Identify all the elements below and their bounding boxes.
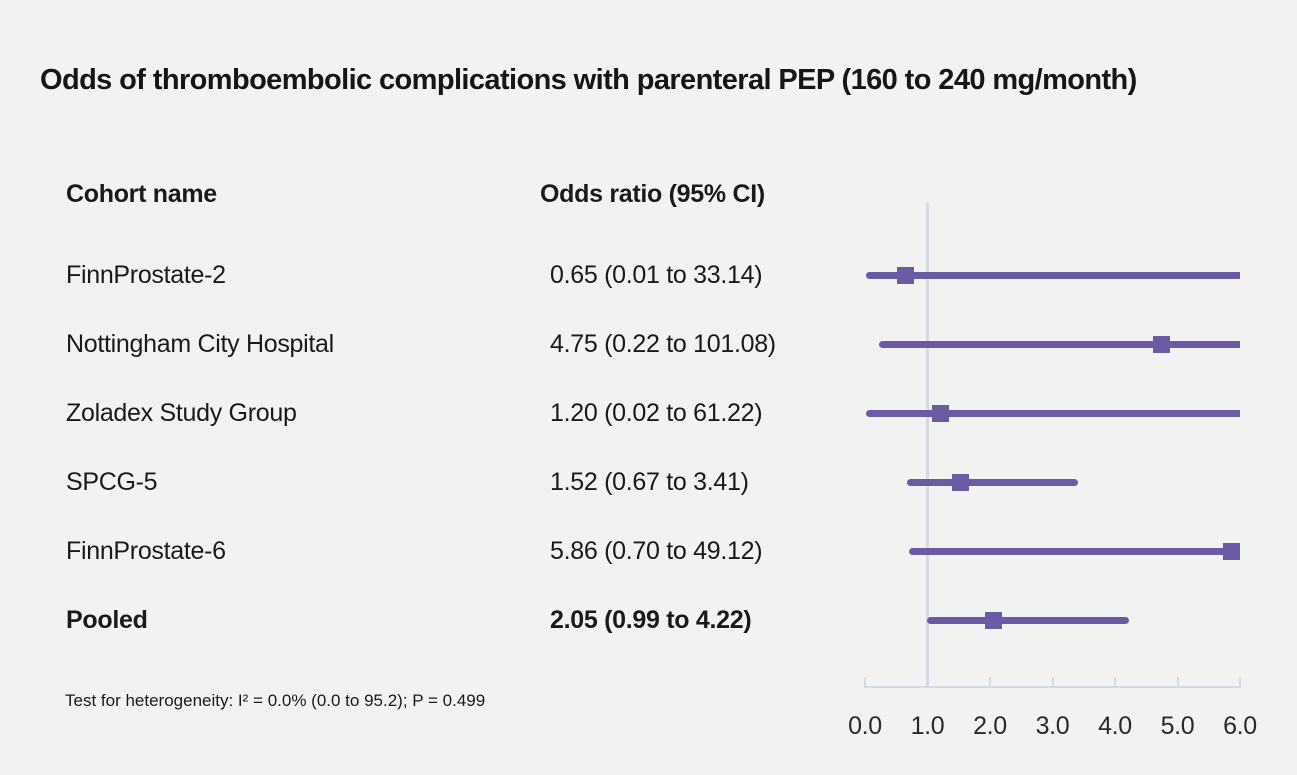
x-axis-tick-label: 4.0 <box>1098 712 1132 740</box>
odds-ratio-marker <box>897 267 914 284</box>
x-axis-tick <box>989 677 991 686</box>
cohort-label: Zoladex Study Group <box>66 399 297 427</box>
x-axis-tick <box>1052 677 1054 686</box>
cohort-label: Pooled <box>66 606 148 634</box>
confidence-interval-line <box>866 272 1240 279</box>
odds-ratio-marker <box>952 474 969 491</box>
x-axis-baseline <box>864 686 1241 688</box>
cohort-label: SPCG-5 <box>66 468 158 496</box>
confidence-interval-line <box>909 548 1240 555</box>
column-header-odds-ratio: Odds ratio (95% CI) <box>540 180 765 208</box>
odds-ratio-marker <box>1223 543 1240 560</box>
cohort-label: FinnProstate-6 <box>66 537 226 565</box>
odds-ratio-marker <box>932 405 949 422</box>
x-axis-tick-label: 1.0 <box>910 712 945 740</box>
x-axis-tick-label: 3.0 <box>1035 712 1070 740</box>
x-axis-tick <box>864 677 866 686</box>
odds-ratio-value: 1.52 (0.67 to 3.41) <box>550 468 749 496</box>
confidence-interval-line <box>879 341 1240 348</box>
odds-ratio-marker <box>1153 336 1170 353</box>
heterogeneity-footnote: Test for heterogeneity: I² = 0.0% (0.0 to 95.2); P = 0.499 <box>65 691 486 710</box>
x-axis-tick <box>1177 677 1179 686</box>
odds-ratio-value: 2.05 (0.99 to 4.22) <box>550 606 752 634</box>
column-header-cohort-name: Cohort name <box>66 180 217 208</box>
chart-title: Odds of thromboembolic complications with parenteral PEP (160 to 240 mg/month) <box>40 64 1137 96</box>
cohort-label: Nottingham City Hospital <box>66 330 334 358</box>
odds-ratio-marker <box>985 612 1002 629</box>
cohort-label: FinnProstate-2 <box>66 261 226 289</box>
confidence-interval-line <box>907 479 1078 486</box>
odds-ratio-value: 5.86 (0.70 to 49.12) <box>550 537 763 565</box>
x-axis-tick-label: 0.0 <box>848 712 882 740</box>
x-axis-tick-label: 2.0 <box>973 712 1007 740</box>
odds-ratio-value: 1.20 (0.02 to 61.22) <box>550 399 763 427</box>
odds-ratio-value: 4.75 (0.22 to 101.08) <box>550 330 776 358</box>
x-axis-tick <box>1239 677 1241 686</box>
confidence-interval-line <box>927 617 1129 624</box>
x-axis-tick-label: 5.0 <box>1160 712 1195 740</box>
x-axis-tick-label: 6.0 <box>1223 712 1257 740</box>
confidence-interval-line <box>866 410 1240 417</box>
x-axis-tick <box>1114 677 1116 686</box>
odds-ratio-value: 0.65 (0.01 to 33.14) <box>550 261 763 289</box>
